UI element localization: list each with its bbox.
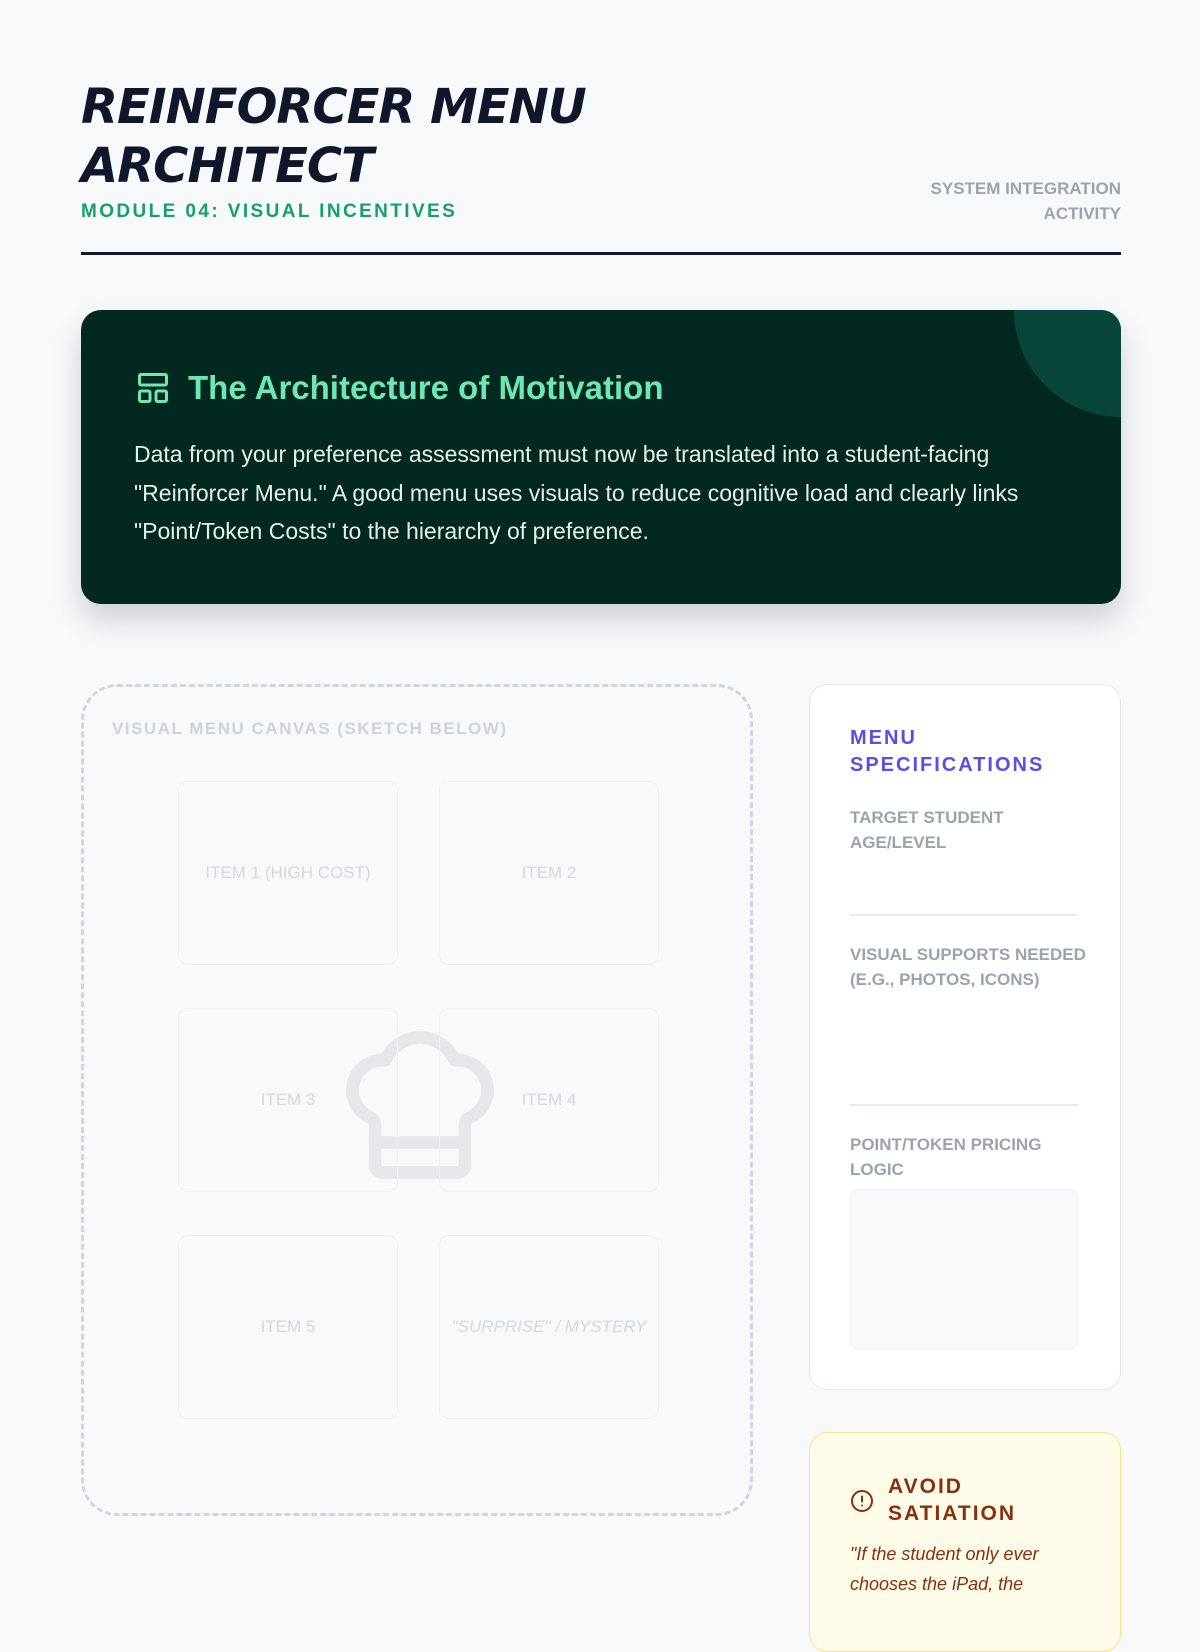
avoid-satiation-card [809,1432,1121,1652]
activity-tag: SYSTEM INTEGRATION ACTIVITY [930,179,1121,223]
intro-title: The Architecture of Motivation [188,369,664,406]
pricing-logic-textarea[interactable] [850,1189,1078,1349]
specs-heading: MENU SPECIFICATIONS [850,727,1045,776]
visual-supports-input-line[interactable] [850,1104,1078,1106]
menu-slot-3[interactable]: ITEM 3 [178,1008,398,1192]
intro-body: Data from your preference assessment must now be translated into a student-facing "Reinforcer Menu." A good menu uses visuals to reduce cognitive load and clearly links "Point/Token Costs" to the hierarchy of preference. [134,441,1019,544]
alert-circle-icon [850,1489,874,1513]
target-student-input-line[interactable] [850,914,1078,916]
canvas-label: VISUAL MENU CANVAS (SKETCH BELOW) [112,719,508,738]
visual-menu-canvas[interactable] [81,684,753,1516]
menu-specifications-card [809,684,1121,1390]
menu-slot-4[interactable]: ITEM 4 [439,1008,659,1192]
intro-card [81,310,1121,604]
decorative-circle [1014,310,1121,417]
menu-slot-1[interactable]: ITEM 1 (HIGH COST) [178,781,398,965]
field-label-visual-supports: VISUAL SUPPORTS NEEDED (E.G., PHOTOS, ICONS) [850,945,1086,989]
header-divider [81,252,1121,255]
warning-title: AVOID SATIATION [888,1475,1017,1525]
menu-slot-5[interactable]: ITEM 5 [178,1235,398,1419]
field-label-pricing-logic: POINT/TOKEN PRICING LOGIC [850,1135,1042,1179]
layout-icon [135,370,171,406]
menu-slot-mystery[interactable]: "SURPRISE" / MYSTERY [439,1235,659,1419]
warning-quote: "If the student only ever chooses the iPad, the [850,1544,1039,1594]
field-label-target-student: TARGET STUDENT AGE/LEVEL [850,808,1004,852]
module-subtitle: MODULE 04: VISUAL INCENTIVES [81,201,458,222]
menu-slot-2[interactable]: ITEM 2 [439,781,659,965]
page-title: REINFORCER MENU ARCHITECT [81,79,586,194]
page [81,0,1121,1600]
